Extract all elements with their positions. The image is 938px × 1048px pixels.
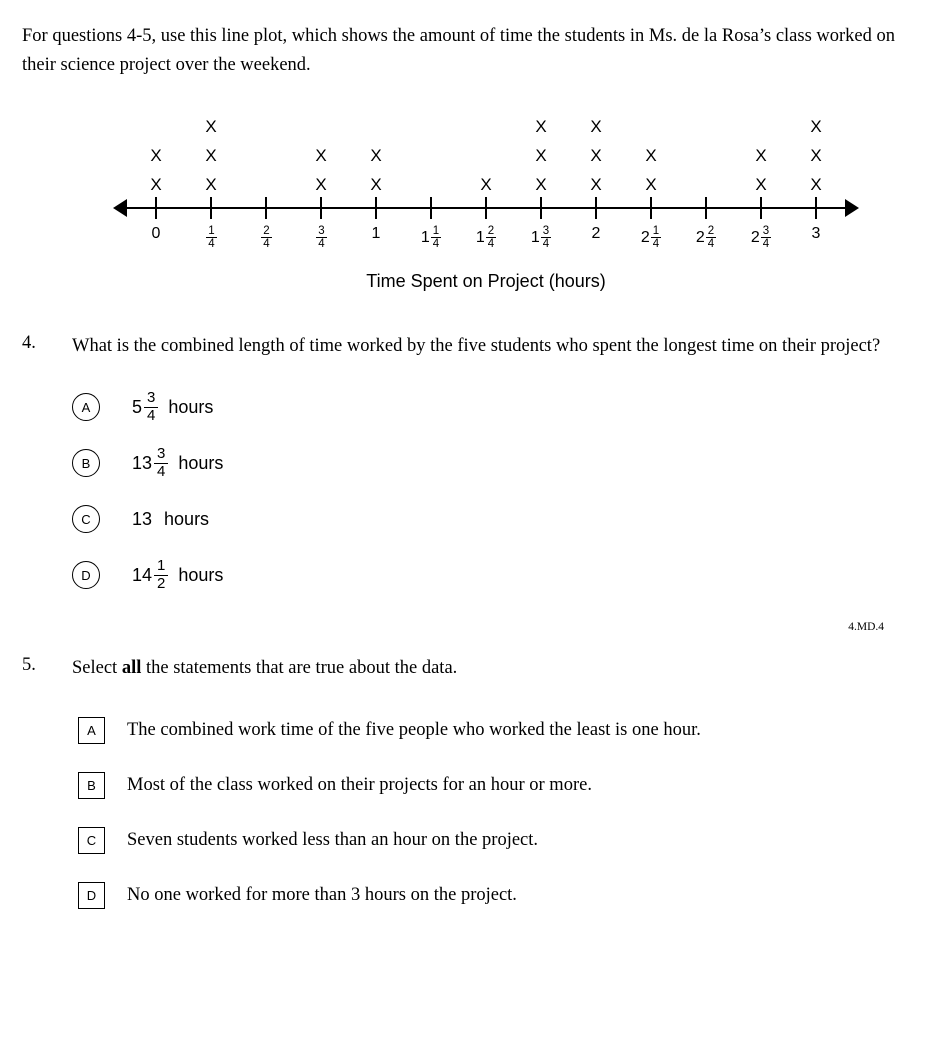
- x-mark: X: [590, 146, 602, 166]
- statement-checkbox-b[interactable]: B: [78, 772, 105, 799]
- axis-caption: Time Spent on Project (hours): [366, 271, 606, 292]
- x-mark-column: [141, 141, 171, 199]
- axis-tick-label: 1: [371, 225, 381, 243]
- axis-tick: [705, 197, 707, 219]
- x-mark: X: [150, 175, 162, 195]
- x-mark: X: [810, 117, 822, 137]
- axis-arrow-left-icon: [113, 199, 127, 217]
- statement-checkbox-d[interactable]: D: [78, 882, 105, 909]
- line-plot-figure: [22, 89, 914, 319]
- x-mark: X: [590, 175, 602, 195]
- answer-text: 13 hours: [132, 508, 210, 529]
- question-5-number: 5.: [22, 655, 36, 676]
- line-plot: [126, 89, 846, 292]
- question-4-choices: [72, 379, 914, 603]
- statement-text: Seven students worked less than an hour on the project.: [127, 829, 539, 850]
- axis-tick: [595, 197, 597, 219]
- axis-tick: [485, 197, 487, 219]
- axis-tick: [650, 197, 652, 219]
- x-mark: X: [315, 146, 327, 166]
- axis-tick-label: $\frac{2}{4}$: [263, 225, 270, 251]
- x-mark-column: [636, 141, 666, 199]
- question-5-statements: [78, 703, 914, 923]
- axis-tick: [320, 197, 322, 219]
- x-mark: X: [535, 175, 547, 195]
- statement-d[interactable]: [78, 868, 914, 923]
- x-mark: X: [810, 175, 822, 195]
- x-mark-column: [471, 170, 501, 199]
- axis-tick: [155, 197, 157, 219]
- x-mark-column: [306, 141, 336, 199]
- x-mark-column: [361, 141, 391, 199]
- axis-arrow-right-icon: [845, 199, 859, 217]
- x-mark: X: [205, 117, 217, 137]
- axis-tick-label: 2 $\frac{3}{4}$: [750, 225, 770, 251]
- x-mark: X: [755, 146, 767, 166]
- x-mark-column: [196, 112, 226, 199]
- x-mark-column: [526, 112, 556, 199]
- statement-checkbox-a[interactable]: A: [78, 717, 105, 744]
- x-mark: X: [590, 117, 602, 137]
- question-4-standard: 4.MD.4: [848, 621, 884, 634]
- axis-tick-label: 0: [151, 225, 161, 243]
- x-mark-column: [746, 141, 776, 199]
- axis-tick: [760, 197, 762, 219]
- answer-bubble-d[interactable]: D: [72, 561, 100, 589]
- x-mark: X: [150, 146, 162, 166]
- statement-c[interactable]: [78, 813, 914, 868]
- answer-text: 14 $\frac{1}{2}$ hours: [132, 556, 224, 592]
- statement-text: No one worked for more than 3 hours on the project.: [127, 884, 517, 905]
- x-mark-column: [581, 112, 611, 199]
- axis-tick-label: $\frac{1}{4}$: [208, 225, 215, 251]
- statement-a[interactable]: [78, 703, 914, 758]
- x-mark: X: [810, 146, 822, 166]
- answer-bubble-b[interactable]: B: [72, 449, 100, 477]
- question-4: [22, 333, 914, 633]
- axis-tick-label: $\frac{3}{4}$: [318, 225, 325, 251]
- statement-text: The combined work time of the five people who worked the least is one hour.: [127, 719, 701, 740]
- axis-tick-label: 2: [591, 225, 601, 243]
- statement-checkbox-c[interactable]: C: [78, 827, 105, 854]
- axis-tick: [815, 197, 817, 219]
- x-mark: X: [480, 175, 492, 195]
- q5-text-bold: all: [121, 658, 142, 679]
- x-mark: X: [645, 146, 657, 166]
- x-mark-column: [801, 112, 831, 199]
- intro-paragraph: For questions 4-5, use this line plot, which shows the amount of time the students in Ms. de la Rosa’s class worked on their science project over the weekend.: [22, 26, 896, 75]
- answer-choice-b[interactable]: [72, 435, 914, 491]
- x-mark: X: [755, 175, 767, 195]
- axis-tick: [540, 197, 542, 219]
- x-mark: X: [535, 146, 547, 166]
- axis-tick-label: 2 $\frac{2}{4}$: [695, 225, 715, 251]
- answer-choice-a[interactable]: [72, 379, 914, 435]
- question-5: [22, 655, 914, 923]
- axis-tick: [265, 197, 267, 219]
- question-5-text: [72, 655, 914, 683]
- question-4-number: 4.: [22, 333, 36, 354]
- axis-tick-label: 1 $\frac{2}{4}$: [475, 225, 495, 251]
- axis-tick-label: 2 $\frac{1}{4}$: [640, 225, 660, 251]
- answer-bubble-a[interactable]: A: [72, 393, 100, 421]
- x-mark: X: [370, 175, 382, 195]
- x-mark: X: [205, 175, 217, 195]
- x-mark-columns: [126, 89, 846, 199]
- axis-tick-label: 1 $\frac{3}{4}$: [530, 225, 550, 251]
- answer-choice-d[interactable]: [72, 547, 914, 603]
- answer-bubble-c[interactable]: C: [72, 505, 100, 533]
- answer-text: 5 $\frac{3}{4}$ hours: [132, 388, 214, 424]
- axis-tick: [210, 197, 212, 219]
- question-4-text: What is the combined length of time worked by the five students who spent the longest time on their project?: [72, 336, 881, 357]
- x-mark: X: [645, 175, 657, 195]
- axis-tick: [430, 197, 432, 219]
- answer-choice-c[interactable]: [72, 491, 914, 547]
- q5-text-after: the statements that are true about the data.: [141, 658, 458, 679]
- axis-tick: [375, 197, 377, 219]
- statement-text: Most of the class worked on their projects for an hour or more.: [127, 774, 592, 795]
- q5-text-before: Select: [72, 658, 122, 679]
- x-mark: X: [535, 117, 547, 137]
- statement-b[interactable]: [78, 758, 914, 813]
- x-mark: X: [205, 146, 217, 166]
- axis-tick-label: 3: [811, 225, 821, 243]
- axis-tick-label: 1 $\frac{1}{4}$: [420, 225, 440, 251]
- x-mark: X: [315, 175, 327, 195]
- answer-text: 13 $\frac{3}{4}$ hours: [132, 444, 224, 480]
- x-mark: X: [370, 146, 382, 166]
